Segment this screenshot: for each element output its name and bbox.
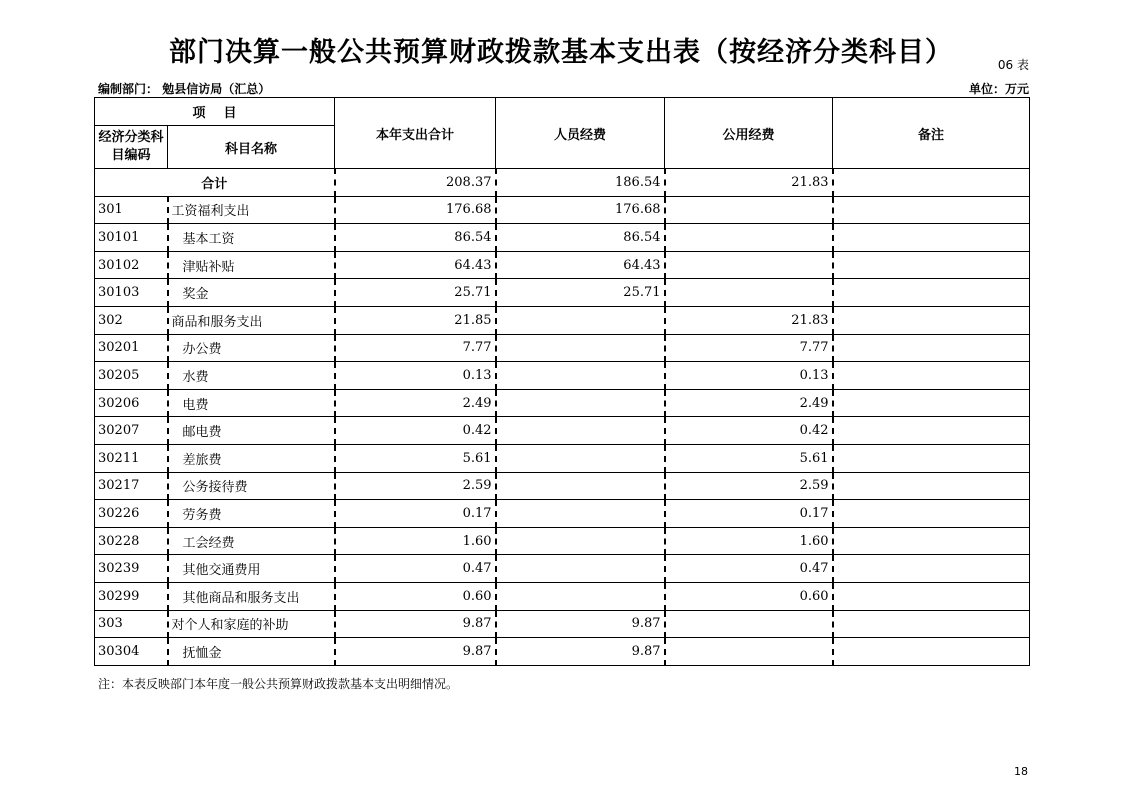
row-code: 30299	[95, 582, 168, 610]
table-number: 06 表	[997, 58, 1029, 72]
page-title: 部门决算一般公共预算财政拨款基本支出表（按经济分类科目）	[169, 37, 953, 68]
row-public: 5.61	[665, 444, 833, 472]
row-public: 0.17	[665, 500, 833, 528]
department-label: 编制部门：	[98, 82, 159, 96]
header-item: 项 目	[95, 98, 335, 126]
total-row	[95, 169, 1030, 197]
table-row	[95, 500, 1030, 528]
table-row	[95, 389, 1030, 417]
row-public	[665, 196, 833, 224]
row-personnel	[496, 500, 665, 528]
row-total: 0.42	[335, 417, 496, 445]
row-total: 1.60	[335, 527, 496, 555]
row-remark	[833, 362, 1030, 390]
row-remark	[833, 444, 1030, 472]
total-personnel: 186.54	[496, 169, 665, 197]
row-personnel	[496, 444, 665, 472]
row-code: 302	[95, 306, 168, 334]
total-public: 21.83	[665, 169, 833, 197]
department-line	[98, 80, 270, 97]
row-personnel	[496, 389, 665, 417]
header-personnel: 人员经费	[496, 98, 665, 169]
row-name: 其他商品和服务支出	[168, 582, 335, 610]
row-name: 差旅费	[168, 444, 335, 472]
row-personnel: 9.87	[496, 610, 665, 638]
row-code: 301	[95, 196, 168, 224]
row-name: 工资福利支出	[168, 196, 335, 224]
row-code: 30201	[95, 334, 168, 362]
row-code: 303	[95, 610, 168, 638]
row-name: 邮电费	[168, 417, 335, 445]
row-total: 86.54	[335, 224, 496, 252]
row-code: 30217	[95, 472, 168, 500]
row-code: 30239	[95, 555, 168, 583]
row-name: 抚恤金	[168, 638, 335, 666]
row-code: 30226	[95, 500, 168, 528]
row-public	[665, 251, 833, 279]
row-total: 0.13	[335, 362, 496, 390]
row-total: 21.85	[335, 306, 496, 334]
header-public: 公用经费	[665, 98, 833, 169]
row-name: 奖金	[168, 279, 335, 307]
table-row	[95, 334, 1030, 362]
table-row	[95, 582, 1030, 610]
row-total: 2.49	[335, 389, 496, 417]
row-name: 办公费	[168, 334, 335, 362]
row-remark	[833, 555, 1030, 583]
table-row	[95, 555, 1030, 583]
total-amount: 208.37	[335, 169, 496, 197]
row-name: 工会经费	[168, 527, 335, 555]
table-row	[95, 417, 1030, 445]
row-personnel	[496, 527, 665, 555]
header-name: 科目名称	[168, 126, 335, 169]
row-personnel	[496, 306, 665, 334]
table-row	[95, 610, 1030, 638]
row-remark	[833, 500, 1030, 528]
row-remark	[833, 638, 1030, 666]
row-public	[665, 224, 833, 252]
row-remark	[833, 610, 1030, 638]
row-total: 0.47	[335, 555, 496, 583]
row-remark	[833, 196, 1030, 224]
table-row	[95, 224, 1030, 252]
expenditure-table	[94, 97, 1030, 666]
row-public	[665, 638, 833, 666]
row-name: 商品和服务支出	[168, 306, 335, 334]
row-personnel	[496, 582, 665, 610]
row-personnel	[496, 334, 665, 362]
row-personnel	[496, 417, 665, 445]
footnote: 注：本表反映部门本年度一般公共预算财政拨款基本支出明细情况。	[98, 677, 459, 691]
row-personnel: 9.87	[496, 638, 665, 666]
table-row	[95, 251, 1030, 279]
table-row	[95, 444, 1030, 472]
row-total: 9.87	[335, 638, 496, 666]
row-public: 7.77	[665, 334, 833, 362]
table-row	[95, 527, 1030, 555]
row-personnel: 64.43	[496, 251, 665, 279]
row-remark	[833, 279, 1030, 307]
row-public: 2.59	[665, 472, 833, 500]
row-remark	[833, 224, 1030, 252]
row-code: 30102	[95, 251, 168, 279]
row-remark	[833, 389, 1030, 417]
row-total: 0.60	[335, 582, 496, 610]
row-code: 30228	[95, 527, 168, 555]
row-total: 0.17	[335, 500, 496, 528]
row-remark	[833, 334, 1030, 362]
row-name: 水费	[168, 362, 335, 390]
header-code: 经济分类科目编码	[95, 126, 168, 169]
row-public: 21.83	[665, 306, 833, 334]
row-personnel	[496, 472, 665, 500]
department-name: 勉县信访局（汇总）	[162, 82, 271, 96]
row-remark	[833, 251, 1030, 279]
row-total: 176.68	[335, 196, 496, 224]
row-code: 30211	[95, 444, 168, 472]
row-name: 津贴补贴	[168, 251, 335, 279]
table-row	[95, 196, 1030, 224]
row-remark	[833, 306, 1030, 334]
row-name: 电费	[168, 389, 335, 417]
row-personnel	[496, 362, 665, 390]
row-public: 0.13	[665, 362, 833, 390]
row-total: 7.77	[335, 334, 496, 362]
unit-label: 单位：万元	[968, 82, 1029, 96]
row-code: 30206	[95, 389, 168, 417]
row-public: 0.60	[665, 582, 833, 610]
row-public: 0.47	[665, 555, 833, 583]
row-personnel: 176.68	[496, 196, 665, 224]
row-name: 对个人和家庭的补助	[168, 610, 335, 638]
table-row	[95, 279, 1030, 307]
row-name: 基本工资	[168, 224, 335, 252]
row-personnel: 25.71	[496, 279, 665, 307]
row-name: 其他交通费用	[168, 555, 335, 583]
row-remark	[833, 582, 1030, 610]
row-name: 公务接待费	[168, 472, 335, 500]
row-public: 1.60	[665, 527, 833, 555]
row-public: 2.49	[665, 389, 833, 417]
table-row	[95, 362, 1030, 390]
header-remark: 备注	[833, 98, 1030, 169]
header-total: 本年支出合计	[335, 98, 496, 169]
row-code: 30304	[95, 638, 168, 666]
row-total: 64.43	[335, 251, 496, 279]
table-row	[95, 638, 1030, 666]
total-label: 合计	[95, 169, 335, 197]
page-number: 18	[1014, 765, 1028, 778]
row-code: 30205	[95, 362, 168, 390]
row-remark	[833, 472, 1030, 500]
row-public	[665, 610, 833, 638]
row-code: 30207	[95, 417, 168, 445]
table-row	[95, 472, 1030, 500]
header-row-1	[95, 98, 1030, 126]
row-code: 30101	[95, 224, 168, 252]
total-remark	[833, 169, 1030, 197]
row-total: 25.71	[335, 279, 496, 307]
row-total: 9.87	[335, 610, 496, 638]
row-remark	[833, 527, 1030, 555]
row-remark	[833, 417, 1030, 445]
row-personnel	[496, 555, 665, 583]
row-public: 0.42	[665, 417, 833, 445]
row-total: 2.59	[335, 472, 496, 500]
row-personnel: 86.54	[496, 224, 665, 252]
row-name: 劳务费	[168, 500, 335, 528]
row-code: 30103	[95, 279, 168, 307]
row-public	[665, 279, 833, 307]
table-row	[95, 306, 1030, 334]
row-total: 5.61	[335, 444, 496, 472]
